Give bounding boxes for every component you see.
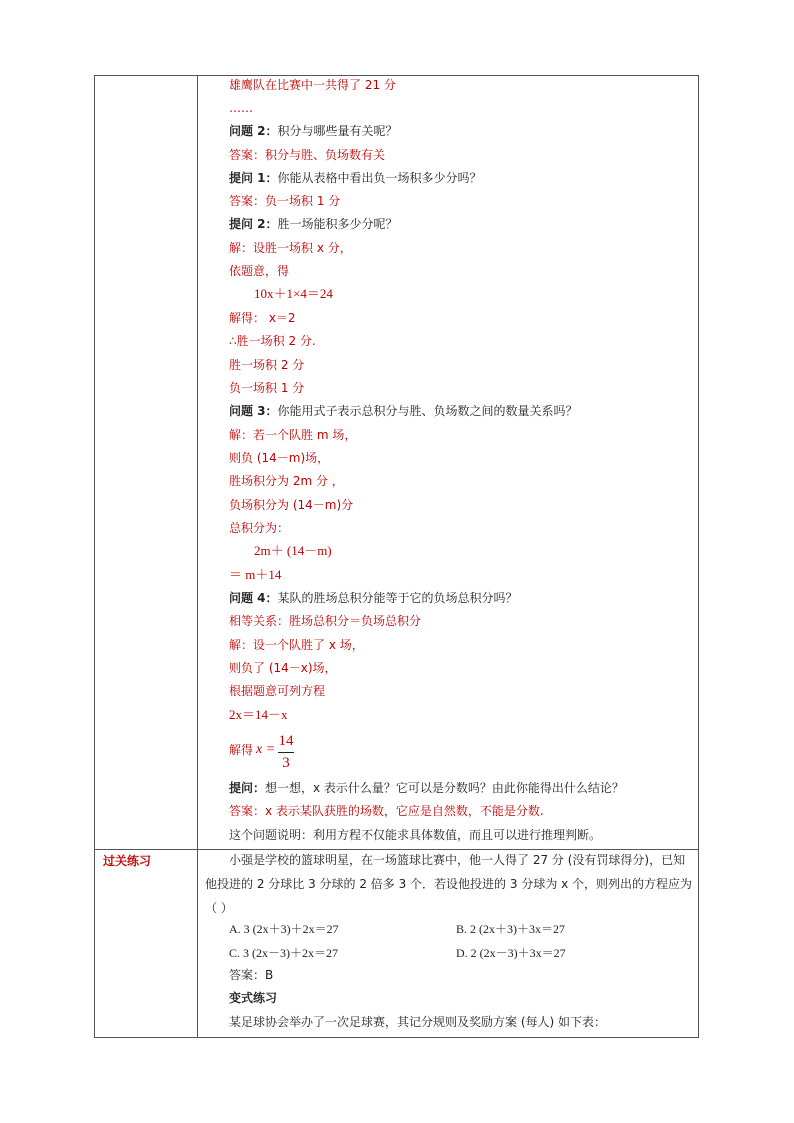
solution-line: 总积分为： — [229, 521, 290, 535]
question-4 — [229, 590, 518, 606]
prompt-label: 提问 2： — [229, 217, 278, 231]
expression-result: ＝ m＋14 — [229, 567, 282, 582]
fraction-numerator: 14 — [278, 733, 294, 749]
solution-line: 解：若一个队胜 m 场， — [229, 428, 357, 442]
solve-label: 解得 — [229, 743, 254, 757]
prompt-think — [229, 780, 624, 796]
equation-line: 2x＝14－x — [229, 707, 288, 722]
prompt-text: 你能从表格中看出负一场积多少分吗？ — [277, 171, 482, 185]
prompt-text: 想一想，x 表示什么量？它可以是分数吗？由此你能得出什么结论？ — [265, 781, 624, 795]
question-text: 积分与哪些量有关呢？ — [277, 124, 398, 138]
prompt-2 — [229, 216, 398, 232]
solution-line: 则负了 (14－x)场， — [229, 661, 337, 675]
conclusion-line: ∴胜一场积 2 分. — [229, 334, 316, 348]
answer-2: 答案：积分与胜、负场数有关 — [229, 148, 386, 162]
fraction-denominator: 3 — [282, 755, 290, 771]
question-3 — [229, 403, 578, 419]
equation-line: 10x＋1×4＝24 — [254, 286, 333, 301]
option-a: A. 3 (2x＋3)＋2x＝27 — [229, 922, 339, 936]
relation-line: 相等关系：胜场总积分＝负场总积分 — [229, 614, 422, 628]
solution-variable: x = — [256, 742, 276, 757]
answer-think: 答案：x 表示某队获胜的场数，它应是自然数，不能是分数. — [229, 804, 544, 818]
expression-line: 2m＋ (14－m) — [254, 543, 332, 558]
prompt-label: 提问： — [229, 781, 266, 795]
prompt-label: 提问 1： — [229, 171, 278, 185]
line-total-score: 雄鹰队在比赛中一共得了 21 分 — [229, 78, 396, 92]
option-b: B. 2 (2x＋3)＋3x＝27 — [456, 922, 565, 936]
column-divider — [197, 76, 198, 1037]
option-c: C. 3 (2x－3)＋2x＝27 — [229, 946, 338, 960]
solution-line: 根据题意可列方程 — [229, 684, 326, 698]
solution-line: 解：设一个队胜了 x 场， — [229, 638, 364, 652]
solution-line: 依题意，得 — [229, 264, 290, 278]
solution-line: 则负 (14－m)场， — [229, 451, 330, 465]
solution-line: 解：设胜一场积 x 分， — [229, 241, 352, 255]
summary-line: 胜一场积 2 分 — [229, 358, 305, 372]
prompt-text: 胜一场能积多少分呢？ — [277, 217, 398, 231]
fraction — [278, 733, 294, 772]
solution-line: 解得： x＝2 — [229, 311, 296, 325]
variant-text: 某足球协会举办了一次足球赛，其记分规则及奖励方案 (每人) 如下表： — [229, 1015, 606, 1029]
prompt-1 — [229, 170, 482, 186]
variant-title: 变式练习 — [229, 991, 278, 1005]
question-2 — [229, 123, 398, 139]
solution-line: 胜场积分为 2m 分 ， — [229, 474, 344, 488]
solution-line: 负场积分为 (14－m)分 — [229, 498, 354, 512]
section-label: 过关练习 — [103, 854, 152, 868]
question-label: 问题 3： — [229, 404, 278, 418]
option-d: D. 2 (2x－3)＋3x＝27 — [456, 946, 566, 960]
question-text: 你能用式子表示总积分与胜、负场数之间的数量关系吗？ — [277, 404, 578, 418]
question-text: 某队的胜场总积分能等于它的负场总积分吗？ — [277, 591, 518, 605]
exercise-answer: 答案：B — [229, 968, 274, 982]
fraction-bar — [278, 752, 294, 753]
summary-line: 负一场积 1 分 — [229, 381, 305, 395]
question-label: 问题 4： — [229, 591, 278, 605]
conclusion-statement: 这个问题说明：利用方程不仅能求具体数值，而且可以进行推理判断。 — [229, 828, 602, 842]
answer-prompt-1: 答案：负一场积 1 分 — [229, 194, 341, 208]
exercise-problem — [205, 848, 693, 920]
line-ellipsis: …… — [229, 101, 253, 115]
exercise-problem-text: 小强是学校的篮球明星，在一场篮球比赛中，他一人得了 27 分 (没有罚球得分)，已知他投进的 2 分球比 3 分球的 2 倍多 3 个．若设他投进的 3 分球为 x 个，则列出的方程应为（ ） — [205, 853, 693, 915]
question-label: 问题 2： — [229, 124, 278, 138]
